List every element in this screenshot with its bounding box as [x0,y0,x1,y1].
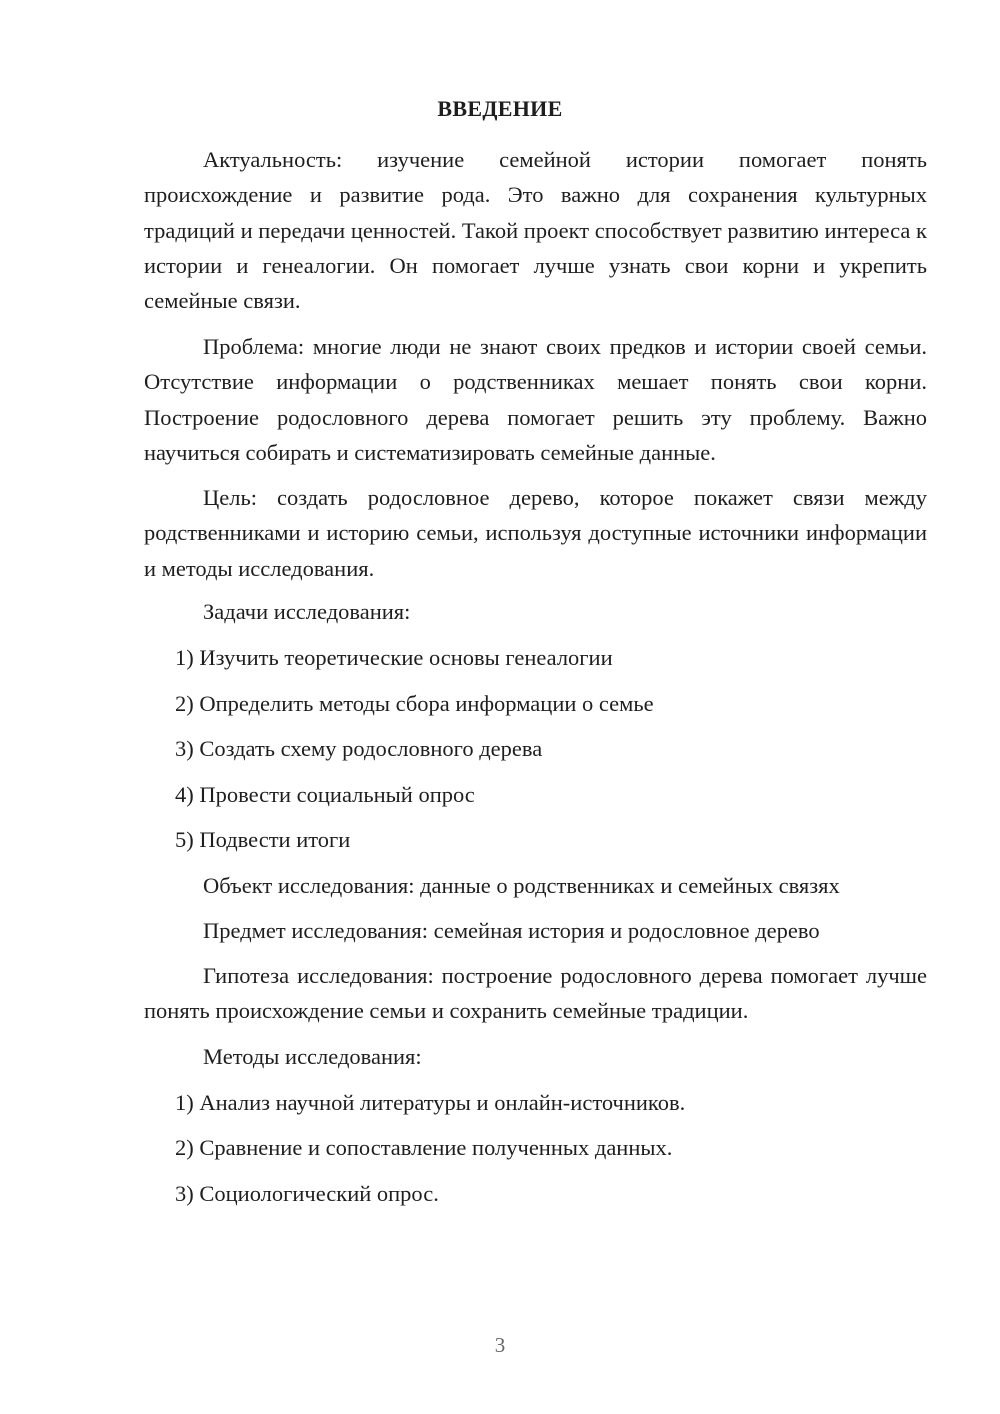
method-item: 1) Анализ научной литературы и онлайн-источников. [175,1090,686,1115]
goal-paragraph-block [144,480,927,586]
problem-paragraph-block [144,329,927,470]
relevance-paragraph-block [144,142,927,318]
hypothesis-paragraph: Гипотеза исследования: построение родословного дерева помогает лучше понять происхождение семьи и сохранить семейные традиции. [144,963,927,1024]
research-object: Объект исследования: данные о родственниках и семейных связях [203,873,840,898]
problem-paragraph: Проблема: многие люди не знают своих предков и истории своей семьи. Отсутствие информации о родственниках мешает понять свои корни. Построение родословного дерева помогает решить эту проблему. Важно научиться собирать и систематизировать семейные данные. [144,334,927,465]
task-item: 5) Подвести итоги [175,827,351,852]
task-item: 2) Определить методы сбора информации о семье [175,691,654,716]
task-item: 4) Провести социальный опрос [175,782,475,807]
goal-paragraph: Цель: создать родословное дерево, которое покажет связи между родственниками и историю семьи, используя доступные источники информации и методы исследования. [144,485,927,581]
research-subject: Предмет исследования: семейная история и родословное дерево [203,918,820,943]
method-item: 2) Сравнение и сопоставление полученных данных. [175,1135,673,1160]
page-number: 3 [494,1333,506,1357]
tasks-heading: Задачи исследования: [203,599,411,624]
task-item: 3) Создать схему родословного дерева [175,736,543,761]
relevance-paragraph: Актуальность: изучение семейной истории помогает понять происхождение и развитие рода. Это важно для сохранения культурных традиций и передачи ценностей. Такой проект способствует развитию интереса к истории и генеалогии. Он помогает лучше узнать свои корни и укрепить семейные связи. [144,147,927,314]
hypothesis-paragraph-block [144,958,927,1029]
methods-heading: Методы исследования: [203,1044,422,1069]
method-item: 3) Социологический опрос. [175,1181,439,1206]
task-item: 1) Изучить теоретические основы генеалогии [175,645,613,670]
section-title: ВВЕДЕНИЕ [437,96,563,121]
